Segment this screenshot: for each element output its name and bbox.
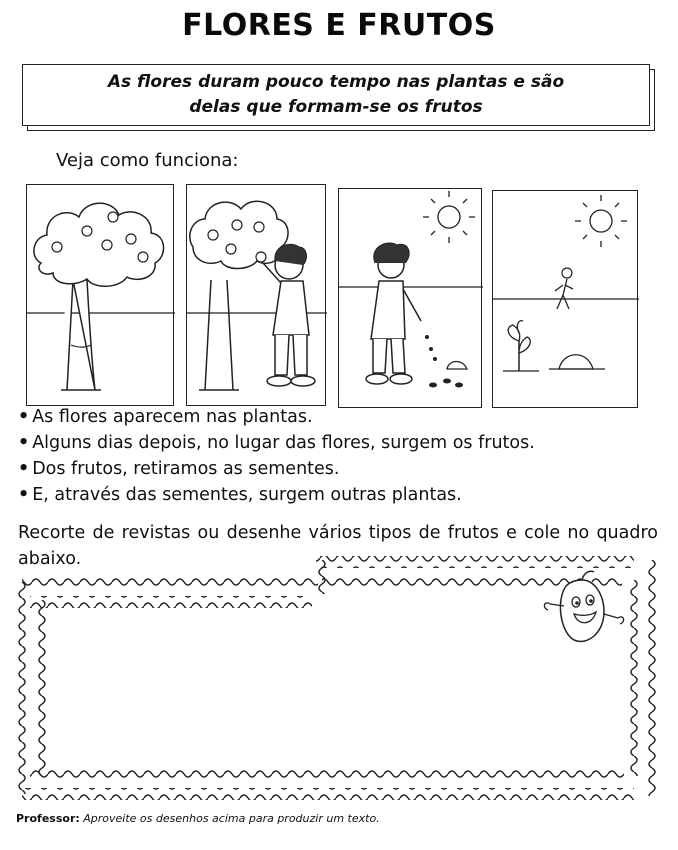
subtitle-line-2: delas que formam-se os frutos [189, 97, 483, 117]
list-item: • E, através das sementes, surgem outras plantas. [18, 482, 535, 508]
intro-text: Veja como funciona: [56, 150, 239, 171]
teacher-note-label: Professor: [16, 812, 80, 825]
list-item: • Dos frutos, retiramos as sementes. [18, 456, 535, 482]
teacher-note-text: Aproveite os desenhos acima para produzir um texto. [83, 812, 380, 825]
list-item: • As flores aparecem nas plantas. [18, 404, 535, 430]
page-title: FLORES E FRUTOS [182, 8, 496, 43]
instruction-text: Recorte de revistas ou desenhe vários tipos de frutos e cole no quadro abaixo. [18, 523, 658, 569]
list-item: • Alguns dias depois, no lugar das flores, surgem os frutos. [18, 430, 535, 456]
subtitle-line-1: As flores duram pouco tempo nas plantas e são [107, 72, 565, 92]
teacher-note [16, 812, 380, 825]
